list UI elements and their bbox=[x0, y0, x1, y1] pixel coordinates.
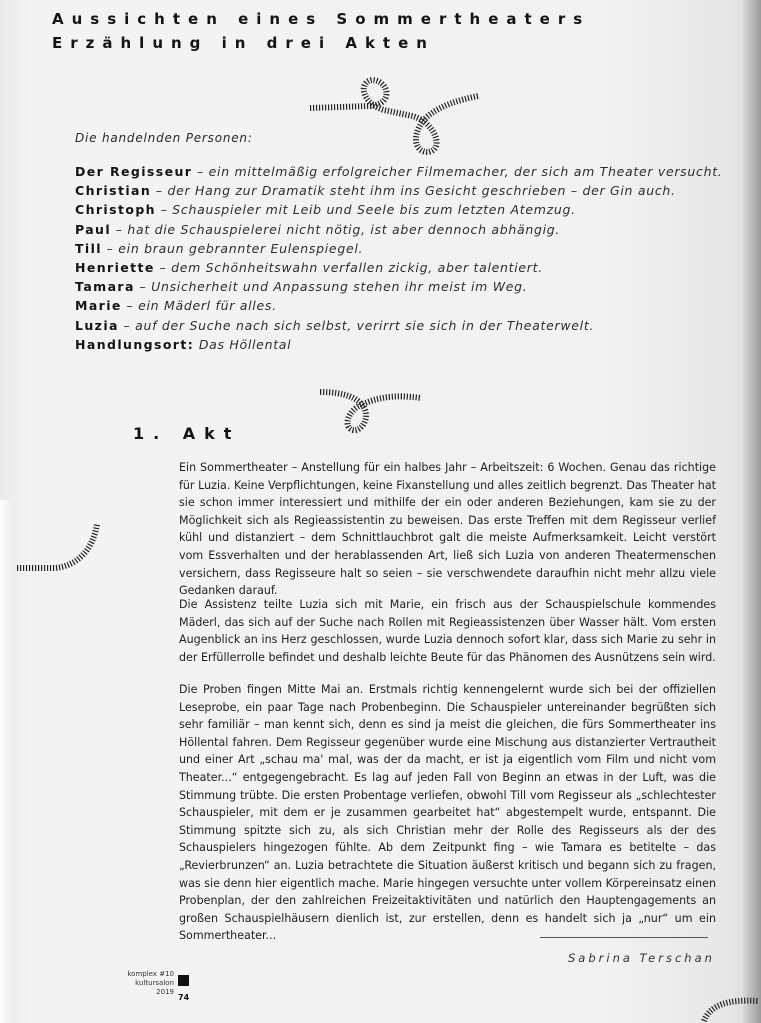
act-heading: 1. Akt bbox=[133, 424, 241, 443]
cast-description: Das Höllental bbox=[194, 336, 292, 352]
ornament-middle-icon bbox=[315, 380, 435, 440]
square-icon bbox=[178, 975, 189, 986]
author-name: Sabrina Terschan bbox=[568, 951, 715, 965]
paragraph: Ein Sommertheater – Anstellung für ein halbes Jahr – Arbeitszeit: 6 Wochen. Genau das richtige für Luzia. Keine Verpflichtungen, keine Fixanstellung und alles zeitlich begrenzt. Das Theater hat sie schon immer interessiert und mithilfe der ein oder anderen Beziehungen, kam sie zu der Möglichkeit sich als Regieassistentin zu beweisen. Das erste Treffen mit dem Regisseur verlief kühl und distanziert – dem Schnittlauchbrot galt die meiste Aufmerksamkeit. Leicht verstört vom Essverhalten und der herablassenden Art, ließ sich Luzia von anderen Theatermenschen versichern, dass Regisseure halt so seien – sie verschwendete daraufhin nicht mehr allzu viele Gedanken darauf. bbox=[179, 461, 716, 598]
cast-entry bbox=[75, 277, 761, 296]
cast-name: Henriette bbox=[75, 259, 155, 275]
story-subtitle: Erzählung in drei Akten bbox=[52, 34, 435, 52]
story-title: Aussichten eines Sommertheaters bbox=[52, 10, 591, 28]
ornament-top-icon bbox=[300, 70, 510, 160]
cast-name: Der Regisseur bbox=[75, 164, 193, 179]
cast-description: – Schauspieler mit Leib und Seele bis zum letzten Atemzug. bbox=[155, 202, 576, 218]
cast-name: Marie bbox=[75, 298, 122, 314]
cast-entry bbox=[75, 220, 761, 239]
cast-name: Christian bbox=[75, 183, 152, 199]
ornament-corner-icon bbox=[700, 995, 760, 1023]
author-divider bbox=[540, 937, 708, 938]
cast-entry bbox=[75, 316, 761, 335]
paragraph: Die Proben fingen Mitte Mai an. Erstmals richtig kennengelernt wurde sich bei der offiziellen Leseprobe, ein paar Tage nach Probenbeginn. Die Schauspieler untereinander begrüßten sich sehr familiär – man kennt sich, denn es sind ja meist die gleichen, die fürs Sommertheater ins Höllental fahren. Dem Regisseur gegenüber wurde eine Mischung aus distanzierter Vertrautheit und einer Art „schau ma' mal, was der da macht, er ist ja eigentlich vom Film und nicht vom Theater...“ entgegengebracht. Es lag auf jeden Fall von Beginn an etwas in der Luft, was die Stimmung trübte. Die ersten Probentage verliefen, obwohl Till vom Regisseur als „schlechtester Schauspieler, mit dem er je zusammen gearbeitet hat“ abgestempelt wurde, entspannt. Die Stimmung spitzte sich zu, als sich Christian mehr der Rolle des Regisseurs als der des Schauspielers hingezogen fühlte. Ab dem Zeitpunkt fing – wie Tamara es betitelte – das „Revierbrunzen“ an. Luzia betrachtete die Situation äußerst kritisch und begann sich zu fragen, was sie denn hier eigentlich mache. Marie hingegen versuchte unter vollem Körpereinsatz einen Probenplan, der den zahlreichen Freizeitaktivitäten und natürlich den Hauptengagements an großen Schauspielhäusern dienlich ist, zur erstellen, denn es handelt sich ja „nur“ um ein Sommertheater... bbox=[179, 683, 716, 943]
cast-description: – hat die Schauspielerei nicht nötig, ist aber dennoch abhängig. bbox=[111, 221, 561, 237]
cast-list bbox=[75, 162, 761, 354]
cast-entry bbox=[75, 162, 761, 181]
page-edge-highlight bbox=[0, 500, 12, 1023]
cast-name: Handlungsort: bbox=[75, 336, 195, 352]
cast-description: – ein Mäderl für alles. bbox=[121, 298, 277, 314]
ornament-left-icon bbox=[15, 520, 105, 580]
page-edge-shadow bbox=[743, 0, 761, 1023]
cast-description: – Unsicherheit und Anpassung stehen ihr meist im Weg. bbox=[134, 279, 528, 295]
cast-heading: Die handelnden Personen: bbox=[75, 131, 253, 145]
cast-name: Tamara bbox=[75, 279, 135, 295]
cast-entry bbox=[75, 239, 761, 258]
cast-description: – ein braun gebrannter Eulenspiegel. bbox=[101, 240, 364, 256]
cast-description: – der Hang zur Dramatik steht ihm ins Gesicht geschrieben – der Gin auch. bbox=[151, 183, 676, 199]
cast-name: Till bbox=[75, 240, 102, 256]
page-number: 74 bbox=[178, 993, 190, 1002]
paragraph: Die Assistenz teilte Luzia sich mit Marie, ein frisch aus der Schauspielschule kommendes Mäderl, das sich auf der Suche nach Rollen mit Regieassistenzen über Wasser hält. Vom ersten Augenblick an ins Herz geschlossen, wurde Luzia dennoch sofort klar, dass sich Marie zu sehr in der Erfüllerrolle befindet und deshalb leichte Beute für das Phänomen des Ausnützens sein wird. bbox=[179, 598, 716, 664]
cast-description: – ein mittelmäßig erfolgreicher Filmemacher, der sich am Theater versucht. bbox=[192, 164, 723, 179]
cast-entry bbox=[75, 258, 761, 277]
cast-entry bbox=[75, 200, 761, 219]
cast-entry bbox=[75, 181, 761, 200]
cast-name: Paul bbox=[75, 221, 112, 237]
footer-magazine: komplex #10 bbox=[127, 970, 174, 978]
cast-description: – dem Schönheitswahn verfallen zickig, aber talentiert. bbox=[154, 259, 543, 275]
footer-section: kultursalon bbox=[135, 979, 174, 987]
footer-magazine-info bbox=[110, 970, 174, 997]
cast-name: Christoph bbox=[75, 202, 156, 218]
cast-description: – auf der Suche nach sich selbst, verirrt sie sich in der Theaterwelt. bbox=[118, 317, 595, 333]
cast-entry bbox=[75, 335, 761, 354]
cast-entry bbox=[75, 296, 761, 315]
cast-name: Luzia bbox=[75, 317, 119, 333]
footer-year: 2019 bbox=[156, 988, 174, 996]
